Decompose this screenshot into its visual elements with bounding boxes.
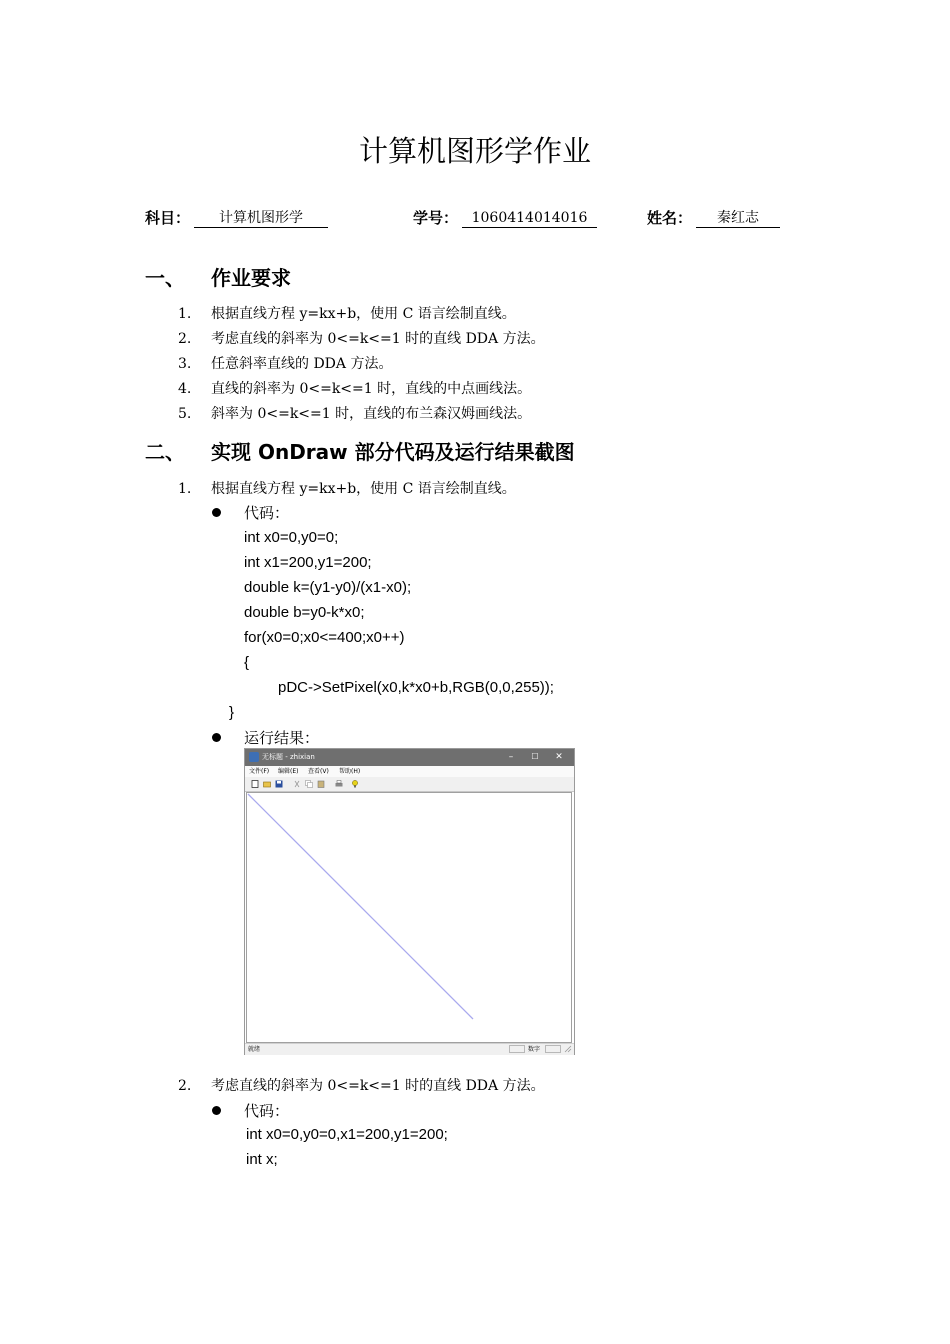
subject-label: 科目：	[145, 209, 191, 227]
app-toolbar	[245, 777, 574, 792]
code-line: int x0=0,y0=0;	[244, 529, 339, 546]
name-label: 姓名：	[647, 209, 693, 227]
code-line: int x1=200,y1=200;	[244, 554, 372, 571]
app-icon	[249, 752, 259, 762]
section1-number: 一、	[145, 266, 185, 290]
paste-icon[interactable]	[317, 780, 325, 788]
help-icon[interactable]	[351, 780, 359, 788]
menu-view[interactable]: 查看(V)	[308, 768, 329, 775]
document-title: 计算机图形学作业	[358, 134, 591, 168]
app-window-titlebar	[245, 749, 574, 766]
result-label: 运行结果：	[244, 729, 320, 747]
maximize-icon[interactable]: ☐	[531, 752, 539, 761]
menu-edit[interactable]: 编辑(E)	[278, 768, 299, 775]
code-line: }	[229, 704, 235, 721]
list-item: 考虑直线的斜率为 0<=k<=1 时的直线 DDA 方法。	[211, 331, 545, 347]
list-item-number: 5.	[178, 406, 192, 422]
new-file-icon[interactable]	[251, 780, 259, 788]
student-id-label: 学号：	[413, 209, 459, 227]
status-pane	[545, 1045, 561, 1053]
bullet-icon	[212, 508, 221, 517]
status-ready-text: 就绪	[248, 1046, 261, 1053]
code-line: double b=y0-k*x0;	[244, 604, 365, 621]
code-line: double k=(y1-y0)/(x1-x0);	[244, 579, 412, 596]
list-item-number: 4.	[178, 381, 192, 397]
status-num-text: 数字	[528, 1046, 541, 1053]
save-icon[interactable]	[275, 780, 283, 788]
list-item: 根据直线方程 y=kx+b，使用 C 语言绘制直线。	[211, 481, 516, 497]
code-line: int x;	[246, 1151, 278, 1168]
open-folder-icon[interactable]	[263, 780, 271, 788]
bullet-icon	[212, 1106, 221, 1115]
code-line: for(x0=0;x0<=400;x0++)	[244, 629, 405, 646]
section1-title: 作业要求	[211, 266, 291, 290]
menu-file[interactable]: 文件(F)	[249, 768, 270, 775]
section2-title: 实现 OnDraw 部分代码及运行结果截图	[211, 440, 575, 464]
code-line: pDC->SetPixel(x0,k*x0+b,RGB(0,0,255));	[278, 679, 554, 696]
section2-number: 二、	[145, 440, 185, 464]
app-drawing-canvas	[246, 792, 572, 1043]
code-line: {	[244, 654, 250, 671]
subject-value: 计算机图形学	[194, 208, 328, 228]
print-icon[interactable]	[335, 780, 343, 788]
student-id-value: 1060414014016	[462, 208, 597, 228]
list-item: 根据直线方程 y=kx+b，使用 C 语言绘制直线。	[211, 306, 516, 322]
resize-grip-icon[interactable]	[564, 1045, 572, 1053]
cut-icon[interactable]	[293, 780, 301, 788]
bullet-icon	[212, 733, 221, 742]
app-statusbar	[245, 1043, 574, 1055]
app-window-title: 无标题 - zhixian	[262, 753, 315, 761]
close-icon[interactable]: ✕	[555, 752, 563, 762]
list-item: 任意斜率直线的 DDA 方法。	[211, 356, 393, 372]
copy-icon[interactable]	[305, 780, 313, 788]
list-item-number: 3.	[178, 356, 192, 372]
code-label: 代码：	[244, 504, 290, 522]
app-window-screenshot	[244, 748, 575, 1055]
list-item-number: 1.	[178, 306, 192, 322]
drawn-line	[248, 794, 473, 1019]
list-item-number: 2.	[178, 1078, 192, 1094]
drawing-area	[247, 793, 571, 1042]
list-item-number: 2.	[178, 331, 192, 347]
list-item: 考虑直线的斜率为 0<=k<=1 时的直线 DDA 方法。	[211, 1078, 545, 1094]
code-line: int x0=0,y0=0,x1=200,y1=200;	[246, 1126, 448, 1143]
list-item-number: 1.	[178, 481, 192, 497]
minimize-icon[interactable]: –	[508, 752, 514, 762]
status-pane	[509, 1045, 525, 1053]
name-value: 秦红志	[696, 208, 780, 228]
code-label: 代码：	[244, 1102, 290, 1120]
list-item: 直线的斜率为 0<=k<=1 时，直线的中点画线法。	[211, 381, 532, 397]
app-menubar	[245, 766, 574, 777]
menu-help[interactable]: 帮助(H)	[339, 768, 361, 775]
list-item: 斜率为 0<=k<=1 时，直线的布兰森汉姆画线法。	[211, 406, 532, 422]
